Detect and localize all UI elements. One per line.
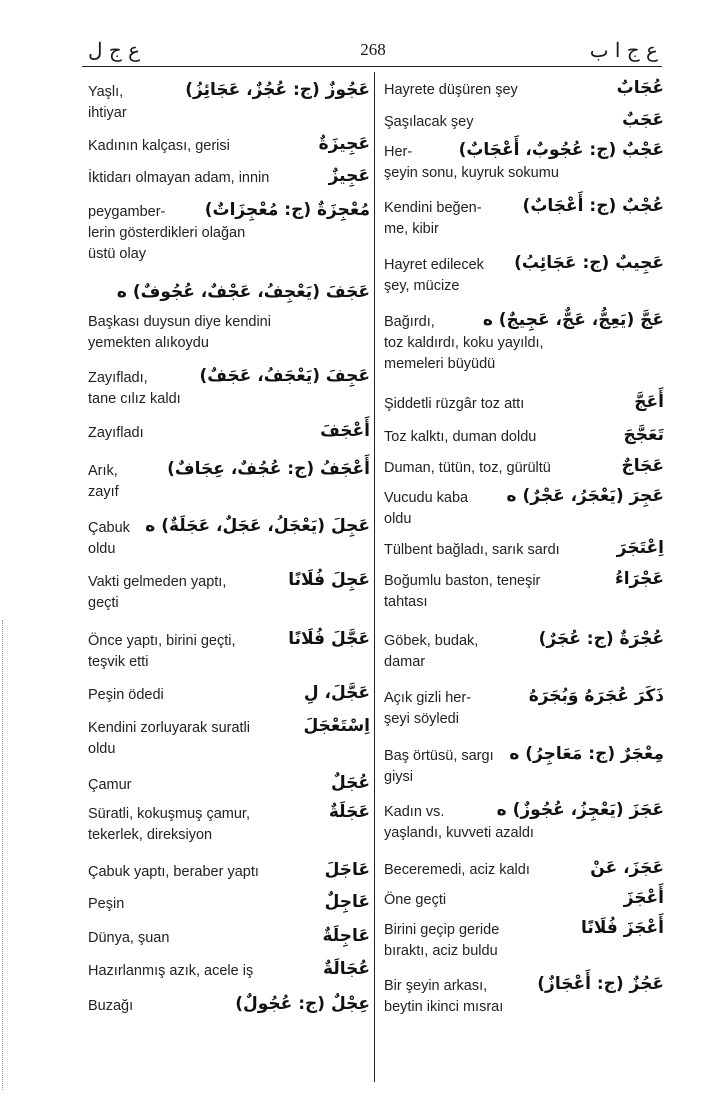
dictionary-entry [88, 631, 370, 673]
dictionary-entry [384, 631, 664, 673]
entry-headword: عَجِيزَةٌ [318, 134, 370, 154]
entry-translation: Hayrete düşüren şey [384, 82, 518, 98]
dictionary-entry [88, 996, 370, 1017]
dictionary-entry [384, 198, 664, 240]
entry-headword: عَجَّلَ فُلَانًا [288, 629, 370, 649]
entry-translation: Şiddetli rüzgâr toz attı [384, 396, 525, 412]
entry-translation: Hayret edilecek şey, mücize [384, 257, 484, 294]
entry-translation: Kendini beğen- me, kibir [384, 200, 482, 237]
dictionary-entry [88, 82, 370, 124]
margin-dots [2, 620, 9, 1090]
entry-headword: عَجِيزٌ [328, 166, 370, 186]
entry-translation: Peşin [88, 896, 125, 912]
dictionary-entry [88, 961, 370, 982]
dictionary-entry [88, 804, 370, 846]
entry-headword: عَجَفَ (يَعْجِفُ، عَجْفٌ، عُجُوفٌ) ه [116, 282, 370, 302]
entry-translation: peygamber- lerin gösterdikleri olağan üstü olay [88, 204, 246, 262]
entry-headword: عَاجَلَ [324, 860, 370, 880]
entry-headword: أَعْجَفُ (ج: عُجُفٌ، عِجَافٌ) [167, 459, 370, 479]
entry-headword: عَجَزَ (يَعْجِزُ، عُجُوزٌ) ه [496, 800, 664, 820]
dictionary-entry [384, 540, 664, 561]
entry-translation: Göbek, budak, damar [384, 633, 479, 670]
dictionary-entry [88, 718, 370, 760]
entry-translation: Kadın vs. yaşlandı, kuvveti azaldı [384, 804, 534, 841]
entry-headword: عَجْرَاءُ [615, 569, 664, 589]
dictionary-entry [88, 168, 370, 189]
dictionary-entry [384, 255, 664, 297]
entry-translation: Kadının kalçası, gerisi [88, 138, 230, 154]
dictionary-entry [384, 802, 664, 844]
dictionary-entry [384, 394, 664, 415]
entry-headword: عَجَلَةٌ [328, 802, 370, 822]
dictionary-entry [88, 461, 370, 503]
entry-headword: عَاجِلَةٌ [322, 926, 370, 946]
entry-headword: أَعْجَزَ فُلَانًا [581, 918, 664, 938]
entry-translation: İktidarı olmayan adam, innin [88, 170, 270, 186]
entry-headword: عَجُوزٌ (ج: عُجُزٌ، عَجَائِزُ) [185, 80, 370, 100]
dictionary-entry [384, 920, 664, 962]
entry-headword: عِجْلٌ (ج: عُجُولٌ) [235, 994, 370, 1014]
entry-translation: Vakti gelmeden yaptı, geçti [88, 574, 227, 611]
entry-translation: Peşin ödedi [88, 687, 164, 703]
dictionary-entry [384, 860, 664, 881]
dictionary-entry [384, 890, 664, 911]
dictionary-entry [384, 80, 664, 101]
dictionary-entry [384, 427, 664, 448]
entry-headword: عَاجِلٌ [324, 892, 370, 912]
dictionary-entry [384, 571, 664, 613]
entry-translation: Tülbent bağladı, sarık sardı [384, 542, 560, 558]
entry-headword: عَجِلَ فُلَانًا [288, 570, 370, 590]
entry-translation: Çamur [88, 777, 132, 793]
entry-headword: عَجْبٌ (ج: عُجُوبٌ، أَعْجَابٌ) [458, 140, 664, 160]
entry-translation: Başkası duysun diye kendini yemekten alıkoydu [88, 314, 271, 351]
dictionary-entry [88, 862, 370, 883]
entry-headword: عُجْبٌ (ج: أَعْجَابٌ) [522, 196, 664, 216]
entry-headword: أَعْجَزَ [623, 888, 664, 908]
entry-headword: تَعَجَّجَ [623, 425, 664, 445]
entry-translation: Bir şeyin arkası, beytin ikinci mısraı [384, 978, 504, 1015]
dictionary-entry [88, 894, 370, 915]
entry-headword: عُجْرَةٌ (ج: عُجَرٌ) [538, 629, 664, 649]
entry-translation: Dünya, şuan [88, 930, 170, 946]
dictionary-entry [88, 368, 370, 410]
dictionary-entry [384, 112, 664, 133]
dictionary-entry [88, 685, 370, 706]
entry-translation: Açık gizli her- şeyi söyledi [384, 690, 472, 727]
dictionary-entry [88, 202, 370, 265]
dictionary-entry [384, 488, 664, 530]
dictionary-entry [88, 136, 370, 157]
dictionary-entry [384, 976, 664, 1018]
entry-translation: Zayıfladı [88, 425, 144, 441]
entry-translation: Birini geçip geride bıraktı, aciz buldu [384, 922, 500, 959]
dictionary-entry [88, 518, 370, 560]
header-left-letters: ع ج ل [88, 38, 141, 62]
entry-translation: Beceremedi, aciz kaldı [384, 862, 530, 878]
entry-headword: أَعَجَّ [634, 392, 664, 412]
entry-translation: Boğumlu baston, teneşir tahtası [384, 573, 541, 610]
entry-headword: ذَكَرَ عُجَرَهُ وَبُجَرَهُ [528, 686, 664, 706]
entry-translation: Her- şeyin sonu, kuyruk sokumu [384, 144, 559, 181]
entry-translation: Zayıfladı, tane cılız kaldı [88, 370, 181, 407]
dictionary-entry [88, 928, 370, 949]
entry-translation: Yaşlı, ihtiyar [88, 84, 127, 121]
entry-translation: Kendini zorluyarak suratli oldu [88, 720, 250, 757]
entry-headword: اِسْتَعْجَلَ [303, 716, 370, 736]
dictionary-entry [384, 688, 664, 730]
header-right-letters: ع ج ا ب [589, 38, 658, 62]
entry-headword: اِعْتَجَرَ [616, 538, 664, 558]
header-rule [82, 66, 662, 67]
entry-headword: عَجَاجٌ [621, 456, 664, 476]
entry-headword: عَجِرَ (يَعْجَرُ، عَجْرٌ) ه [506, 486, 664, 506]
column-divider [374, 72, 375, 1082]
entry-translation: Arık, zayıf [88, 463, 119, 500]
entry-headword: عَجَّلَ، لِ [303, 683, 370, 703]
entry-headword: عَجَّ (يَعِجُّ، عَجٌّ، عَجِيجٌ) ه [482, 310, 664, 330]
entry-headword: عَجَزَ، عَنْ [590, 858, 664, 878]
entry-headword: عَجِلَ (يَعْجَلُ، عَجَلٌ، عَجَلَةٌ) ه [145, 516, 370, 536]
entry-translation: Vucudu kaba oldu [384, 490, 469, 527]
entry-headword: أَعْجَفَ [320, 421, 370, 441]
entry-headword: عَجِيبٌ (ج: عَجَائِبُ) [514, 253, 664, 273]
entry-translation: Önce yaptı, birini geçti, teşvik etti [88, 633, 236, 670]
entry-headword: عَجِفَ (يَعْجَفُ، عَجَفٌ) [199, 366, 370, 386]
entry-translation: Hazırlanmış azık, acele iş [88, 963, 254, 979]
page-header [88, 38, 658, 64]
entry-headword: عُجَلٌ [330, 773, 370, 793]
entry-translation: Çabuk oldu [88, 520, 130, 557]
dictionary-entry [88, 572, 370, 614]
entry-translation: Bağırdı, toz kaldırdı, koku yayıldı, memeleri büyüdü [384, 314, 544, 372]
entry-translation: Süratli, kokuşmuş çamur, tekerlek, direksiyon [88, 806, 250, 843]
entry-translation: Duman, tütün, toz, gürültü [384, 460, 551, 476]
entry-translation: Baş örtüsü, sargı giysi [384, 748, 494, 785]
entry-translation: Çabuk yaptı, beraber yaptı [88, 864, 259, 880]
page-number: 268 [360, 40, 386, 59]
entry-headword: عَجُزٌ (ج: أَعْجَازٌ) [537, 974, 664, 994]
entry-headword: مِعْجَرٌ (ج: مَعَاجِرُ) ه [509, 744, 664, 764]
dictionary-entry [384, 746, 664, 788]
dictionary-entry [88, 312, 370, 354]
entry-headword: عُجَالَةٌ [323, 959, 370, 979]
entry-translation: Şaşılacak şey [384, 114, 474, 130]
entry-translation: Buzağı [88, 998, 134, 1014]
dictionary-entry [88, 775, 370, 796]
entry-headword: عُجَابٌ [616, 78, 664, 98]
dictionary-entry [384, 142, 664, 184]
entry-translation: Toz kalktı, duman doldu [384, 429, 537, 445]
dictionary-entry [88, 423, 370, 444]
entry-headword: عَجَبٌ [622, 110, 664, 130]
dictionary-entry [384, 312, 664, 375]
entry-translation: Öne geçti [384, 892, 447, 908]
dictionary-entry [384, 458, 664, 479]
entry-headword: مُعْجِزَةٌ (ج: مُعْجِزَاتٌ) [204, 200, 370, 220]
